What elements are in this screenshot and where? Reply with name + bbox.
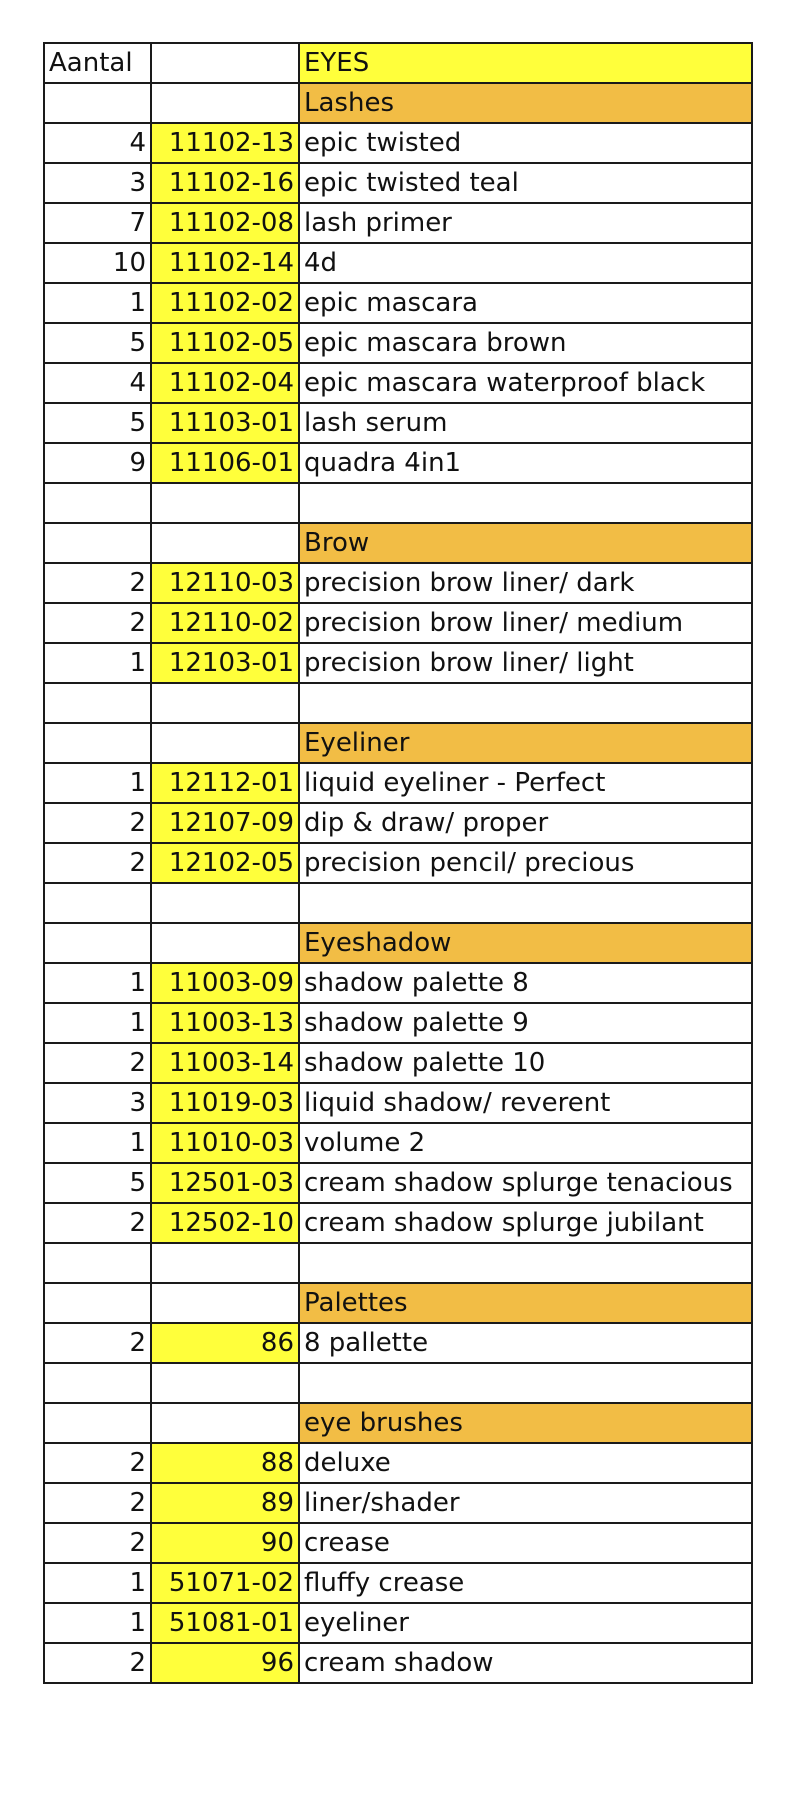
qty-cell[interactable]: 2 bbox=[44, 1323, 151, 1363]
code-cell[interactable]: 11019-03 bbox=[151, 1083, 299, 1123]
code-cell[interactable]: 11003-14 bbox=[151, 1043, 299, 1083]
description-cell[interactable]: precision pencil/ precious bbox=[299, 843, 752, 883]
table-row bbox=[44, 1003, 752, 1043]
qty-cell[interactable]: 5 bbox=[44, 403, 151, 443]
code-cell[interactable]: 90 bbox=[151, 1523, 299, 1563]
table-row bbox=[44, 843, 752, 883]
table-row bbox=[44, 1323, 752, 1363]
description-cell[interactable]: precision brow liner/ medium bbox=[299, 603, 752, 643]
code-cell[interactable]: 88 bbox=[151, 1443, 299, 1483]
description-cell[interactable]: 8 pallette bbox=[299, 1323, 752, 1363]
description-cell[interactable] bbox=[299, 483, 752, 523]
category-label-cell[interactable]: eye brushes bbox=[299, 1403, 752, 1443]
code-cell[interactable]: 11102-14 bbox=[151, 243, 299, 283]
description-cell[interactable]: shadow palette 9 bbox=[299, 1003, 752, 1043]
code-cell[interactable]: 86 bbox=[151, 1323, 299, 1363]
qty-cell[interactable]: 1 bbox=[44, 963, 151, 1003]
code-cell[interactable]: 12112-01 bbox=[151, 763, 299, 803]
code-cell[interactable]: 12102-05 bbox=[151, 843, 299, 883]
qty-cell[interactable]: 2 bbox=[44, 603, 151, 643]
category-row bbox=[44, 923, 752, 963]
sheet-title-cell[interactable]: EYES bbox=[299, 43, 752, 83]
table-row bbox=[44, 323, 752, 363]
description-cell[interactable]: lash primer bbox=[299, 203, 752, 243]
qty-cell[interactable]: 1 bbox=[44, 1123, 151, 1163]
description-cell[interactable]: cream shadow splurge jubilant bbox=[299, 1203, 752, 1243]
category-row bbox=[44, 723, 752, 763]
description-cell[interactable]: fluffy crease bbox=[299, 1563, 752, 1603]
table-row bbox=[44, 1563, 752, 1603]
table-row bbox=[44, 123, 752, 163]
qty-cell[interactable] bbox=[44, 1363, 151, 1403]
code-cell[interactable] bbox=[151, 1363, 299, 1403]
table-row bbox=[44, 963, 752, 1003]
code-cell[interactable]: 11102-02 bbox=[151, 283, 299, 323]
qty-cell[interactable]: 1 bbox=[44, 643, 151, 683]
sheet-body bbox=[44, 43, 752, 1683]
category-label-cell[interactable]: Brow bbox=[299, 523, 752, 563]
category-row bbox=[44, 523, 752, 563]
description-cell[interactable]: dip & draw/ proper bbox=[299, 803, 752, 843]
description-cell[interactable]: eyeliner bbox=[299, 1603, 752, 1643]
code-cell[interactable]: 11003-13 bbox=[151, 1003, 299, 1043]
description-cell[interactable]: epic mascara waterproof black bbox=[299, 363, 752, 403]
qty-cell[interactable]: 2 bbox=[44, 563, 151, 603]
code-cell[interactable]: 12103-01 bbox=[151, 643, 299, 683]
description-cell[interactable] bbox=[299, 1243, 752, 1283]
table-row bbox=[44, 1443, 752, 1483]
code-cell[interactable]: 11102-16 bbox=[151, 163, 299, 203]
code-cell[interactable] bbox=[151, 923, 299, 963]
header-code-cell[interactable] bbox=[151, 43, 299, 83]
code-cell[interactable] bbox=[151, 523, 299, 563]
code-cell[interactable] bbox=[151, 723, 299, 763]
code-cell[interactable] bbox=[151, 883, 299, 923]
description-cell[interactable]: liquid shadow/ reverent bbox=[299, 1083, 752, 1123]
blank-row bbox=[44, 483, 752, 523]
qty-cell[interactable] bbox=[44, 1403, 151, 1443]
table-row bbox=[44, 163, 752, 203]
code-cell[interactable]: 11102-08 bbox=[151, 203, 299, 243]
table-row bbox=[44, 1523, 752, 1563]
code-cell[interactable]: 11102-05 bbox=[151, 323, 299, 363]
table-row bbox=[44, 563, 752, 603]
table-row bbox=[44, 603, 752, 643]
code-cell[interactable]: 12502-10 bbox=[151, 1203, 299, 1243]
qty-cell[interactable]: 2 bbox=[44, 1523, 151, 1563]
qty-cell[interactable]: 2 bbox=[44, 803, 151, 843]
qty-cell[interactable]: 5 bbox=[44, 323, 151, 363]
table-row bbox=[44, 803, 752, 843]
code-cell[interactable]: 11102-13 bbox=[151, 123, 299, 163]
description-cell[interactable]: liner/shader bbox=[299, 1483, 752, 1523]
code-cell[interactable]: 12107-09 bbox=[151, 803, 299, 843]
description-cell[interactable]: shadow palette 10 bbox=[299, 1043, 752, 1083]
qty-cell[interactable]: 1 bbox=[44, 1603, 151, 1643]
code-cell[interactable] bbox=[151, 1283, 299, 1323]
qty-cell[interactable] bbox=[44, 683, 151, 723]
description-cell[interactable]: cream shadow bbox=[299, 1643, 752, 1683]
qty-cell[interactable]: 2 bbox=[44, 1203, 151, 1243]
qty-cell[interactable]: 2 bbox=[44, 1643, 151, 1683]
description-cell[interactable]: precision brow liner/ light bbox=[299, 643, 752, 683]
qty-cell[interactable]: 2 bbox=[44, 1483, 151, 1523]
code-cell[interactable]: 11010-03 bbox=[151, 1123, 299, 1163]
table-row bbox=[44, 1123, 752, 1163]
table-row bbox=[44, 763, 752, 803]
qty-cell[interactable]: 5 bbox=[44, 1163, 151, 1203]
description-cell[interactable]: deluxe bbox=[299, 1443, 752, 1483]
qty-cell[interactable] bbox=[44, 923, 151, 963]
description-cell[interactable]: 4d bbox=[299, 243, 752, 283]
qty-cell[interactable]: 2 bbox=[44, 843, 151, 883]
category-label-cell[interactable]: Eyeliner bbox=[299, 723, 752, 763]
qty-cell[interactable]: 7 bbox=[44, 203, 151, 243]
table-row bbox=[44, 1643, 752, 1683]
code-cell[interactable] bbox=[151, 83, 299, 123]
header-qty-cell[interactable]: Aantal bbox=[44, 43, 151, 83]
blank-row bbox=[44, 1243, 752, 1283]
description-cell[interactable] bbox=[299, 683, 752, 723]
table-row bbox=[44, 1163, 752, 1203]
header-row bbox=[44, 43, 752, 83]
description-cell[interactable]: cream shadow splurge tenacious bbox=[299, 1163, 752, 1203]
qty-cell[interactable]: 2 bbox=[44, 1043, 151, 1083]
table-row bbox=[44, 283, 752, 323]
code-cell[interactable]: 51081-01 bbox=[151, 1603, 299, 1643]
table-row bbox=[44, 203, 752, 243]
category-label-cell[interactable]: Palettes bbox=[299, 1283, 752, 1323]
description-cell[interactable]: liquid eyeliner - Perfect bbox=[299, 763, 752, 803]
blank-row bbox=[44, 883, 752, 923]
code-cell[interactable] bbox=[151, 683, 299, 723]
description-cell[interactable]: epic mascara bbox=[299, 283, 752, 323]
description-cell[interactable]: epic mascara brown bbox=[299, 323, 752, 363]
category-row bbox=[44, 83, 752, 123]
table-row bbox=[44, 1043, 752, 1083]
description-cell[interactable]: crease bbox=[299, 1523, 752, 1563]
description-cell[interactable]: volume 2 bbox=[299, 1123, 752, 1163]
qty-cell[interactable]: 2 bbox=[44, 1443, 151, 1483]
code-cell[interactable] bbox=[151, 483, 299, 523]
code-cell[interactable]: 11103-01 bbox=[151, 403, 299, 443]
qty-cell[interactable]: 1 bbox=[44, 763, 151, 803]
code-cell[interactable]: 11102-04 bbox=[151, 363, 299, 403]
qty-cell[interactable]: 4 bbox=[44, 363, 151, 403]
code-cell[interactable]: 12110-03 bbox=[151, 563, 299, 603]
code-cell[interactable] bbox=[151, 1403, 299, 1443]
qty-cell[interactable] bbox=[44, 523, 151, 563]
blank-row bbox=[44, 1363, 752, 1403]
qty-cell[interactable] bbox=[44, 1283, 151, 1323]
description-cell[interactable]: precision brow liner/ dark bbox=[299, 563, 752, 603]
qty-cell[interactable] bbox=[44, 723, 151, 763]
table-row bbox=[44, 363, 752, 403]
qty-cell[interactable]: 1 bbox=[44, 1563, 151, 1603]
qty-cell[interactable] bbox=[44, 1243, 151, 1283]
table-row bbox=[44, 443, 752, 483]
code-cell[interactable]: 12501-03 bbox=[151, 1163, 299, 1203]
description-cell[interactable]: lash serum bbox=[299, 403, 752, 443]
table-row bbox=[44, 403, 752, 443]
qty-cell[interactable]: 9 bbox=[44, 443, 151, 483]
code-cell[interactable]: 11106-01 bbox=[151, 443, 299, 483]
qty-cell[interactable]: 1 bbox=[44, 283, 151, 323]
description-cell[interactable] bbox=[299, 1363, 752, 1403]
blank-row bbox=[44, 683, 752, 723]
qty-cell[interactable]: 3 bbox=[44, 163, 151, 203]
qty-cell[interactable] bbox=[44, 883, 151, 923]
eyes-inventory-sheet bbox=[43, 42, 753, 1684]
table-row bbox=[44, 643, 752, 683]
code-cell[interactable]: 11003-09 bbox=[151, 963, 299, 1003]
qty-cell[interactable]: 10 bbox=[44, 243, 151, 283]
category-label-cell[interactable]: Lashes bbox=[299, 83, 752, 123]
code-cell[interactable]: 89 bbox=[151, 1483, 299, 1523]
qty-cell[interactable]: 1 bbox=[44, 1003, 151, 1043]
qty-cell[interactable] bbox=[44, 483, 151, 523]
category-row bbox=[44, 1403, 752, 1443]
description-cell[interactable]: epic twisted bbox=[299, 123, 752, 163]
code-cell[interactable]: 96 bbox=[151, 1643, 299, 1683]
qty-cell[interactable]: 3 bbox=[44, 1083, 151, 1123]
table-row bbox=[44, 1603, 752, 1643]
qty-cell[interactable] bbox=[44, 83, 151, 123]
qty-cell[interactable]: 4 bbox=[44, 123, 151, 163]
table-row bbox=[44, 1083, 752, 1123]
description-cell[interactable]: epic twisted teal bbox=[299, 163, 752, 203]
code-cell[interactable]: 12110-02 bbox=[151, 603, 299, 643]
code-cell[interactable] bbox=[151, 1243, 299, 1283]
description-cell[interactable]: shadow palette 8 bbox=[299, 963, 752, 1003]
table-row bbox=[44, 243, 752, 283]
description-cell[interactable] bbox=[299, 883, 752, 923]
table-row bbox=[44, 1203, 752, 1243]
description-cell[interactable]: quadra 4in1 bbox=[299, 443, 752, 483]
category-label-cell[interactable]: Eyeshadow bbox=[299, 923, 752, 963]
table-row bbox=[44, 1483, 752, 1523]
category-row bbox=[44, 1283, 752, 1323]
code-cell[interactable]: 51071-02 bbox=[151, 1563, 299, 1603]
